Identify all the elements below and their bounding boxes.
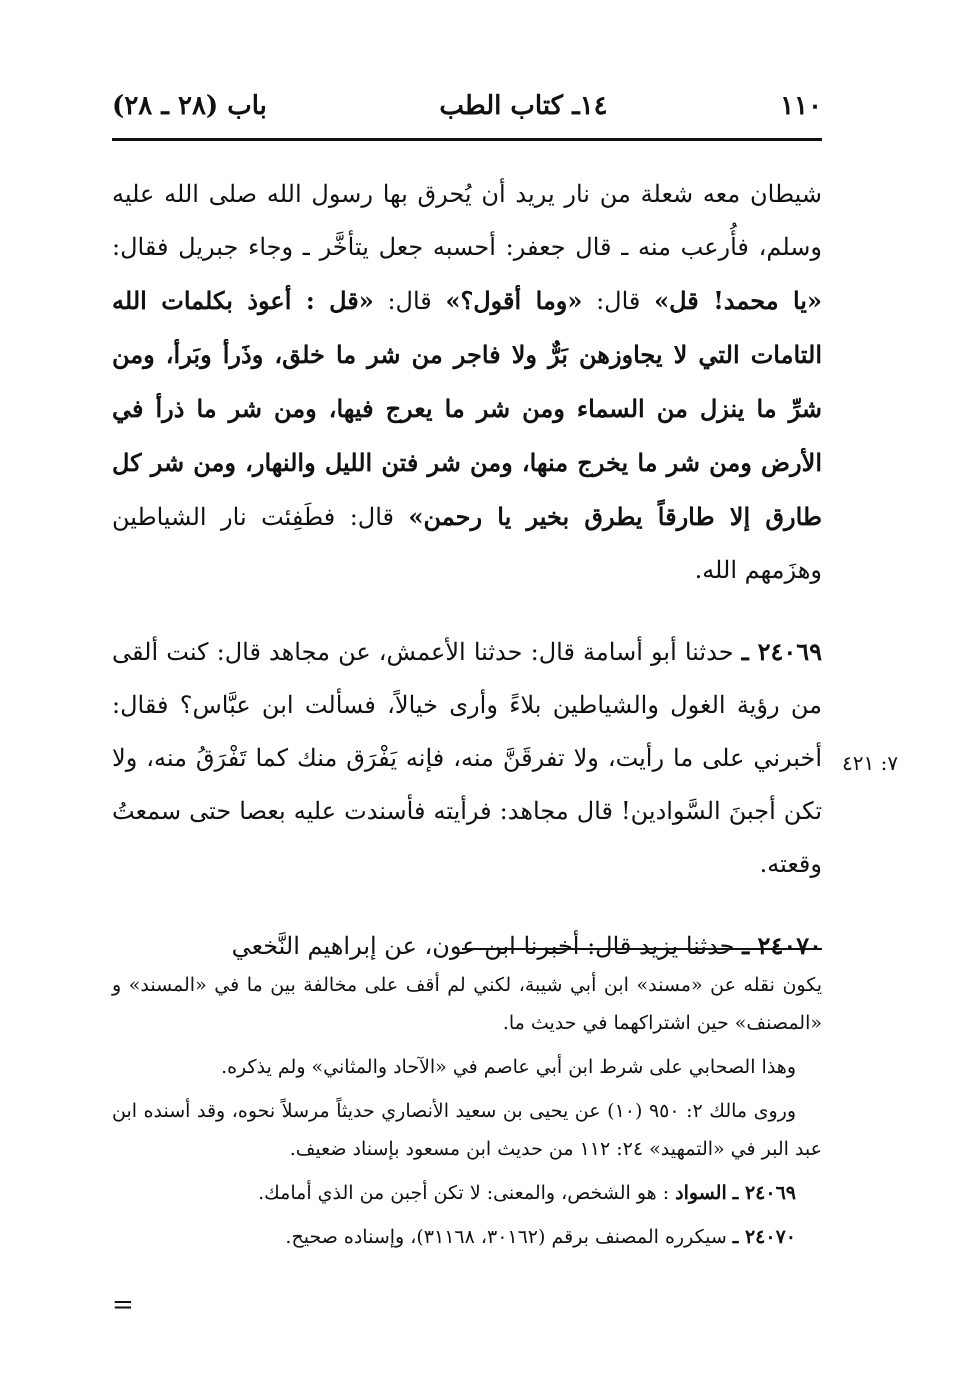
footnote-5: ٢٤٠٧٠ ـ سيكرره المصنف برقم (٣٠١٦٢، ٣١١٦٨)، وإسناده صحيح. bbox=[285, 1226, 796, 1248]
footnote-number: ٢٤٠٦٩ ـ bbox=[732, 1182, 796, 1204]
paragraph-hadith-end: شيطان معه شعلة من نار يريد أن يُحرق بها رسول الله صلى الله عليه وسلم، فأُرعب منه ـ قال جعفر: أحسبه جعل يتأخَّر ـ وجاء جبريل فقال: «يا محمد! قل» قال: «وما أقول؟» قال: «قل : أعوذ بكلمات الله التامات التي لا يجاوزهن بَرٌّ ولا فاجر من شر ما خلق، وذَرأ وبَرأ، ومن شرِّ ما ينزل من السماء ومن شر ما يعرج فيها، ومن شر ما ذرأ في الأرض ومن شر ما يخرج منها، ومن شر فتن الليل والنهار، ومن شر كل طارق إلا طارقاً يطرق بخير يا رحمن» قال: فطَفِئت نار الشياطين وهزَمهم الله. bbox=[112, 180, 822, 584]
paragraph-hadith-24069: ٢٤٠٦٩ ـ حدثنا أبو أسامة قال: حدثنا الأعمش، عن مجاهد قال: كنت ألقى من رؤية الغول والشياطين بلاءً وأرى خيالاً، فسألت ابن عبَّاس؟ فقال: أخبرني على ما رأيت، ولا تفرقَنَّ منه، فإنه يَفْرَق منك كما تَفْرَقُ منه، ولا تكن أجبنَ السَّوادين! قال مجاهد: فرأيته فأسندت عليه بعصا حتى سمعتُ وقعته. bbox=[112, 637, 823, 878]
chapter-label: باب (٢٨ ـ ٢٨) bbox=[112, 91, 267, 121]
footnote-4: ٢٤٠٦٩ ـ السواد : هو الشخص، والمعنى: لا تكن أجبن من الذي أمامك. bbox=[258, 1182, 796, 1204]
footnotes bbox=[112, 966, 822, 1262]
quote-1: «يا محمد! قل» bbox=[654, 286, 822, 315]
footnote-rule bbox=[462, 948, 822, 950]
footnote-term: السواد bbox=[675, 1182, 727, 1204]
main-text bbox=[112, 168, 822, 973]
footnote-3: وروى مالك ٢: ٩٥٠ (١٠) عن يحيى بن سعيد الأنصاري حديثاً مرسلاً نحوه، وقد أسنده ابن عبد البر في «التمهيد» ٢٤: ١١٢ من حديث ابن مسعود بإسناد ضعيف. bbox=[112, 1100, 822, 1160]
header-rule bbox=[112, 138, 822, 141]
quote-3: «قل : أعوذ بكلمات الله التامات التي لا يجاوزهن بَرٌّ ولا فاجر من شر ما خلق، وذَرأ وبَرأ، ومن شرِّ ما ينزل من السماء ومن شر ما يعرج فيها، ومن شر ما ذرأ في الأرض ومن شر ما يخرج منها، ومن شر فتن الليل والنهار، ومن شر كل طارق إلا طارقاً يطرق بخير يا رحمن» bbox=[112, 286, 822, 531]
hadith-number: ٢٤٠٧٠ ـ bbox=[742, 931, 822, 960]
footnote-1: يكون نقله عن «مسند» ابن أبي شيبة، لكني لم أقف على مخالفة بين ما في «المسند» و «المصنف» حين اشتراكهما في حديث ما. bbox=[112, 974, 822, 1034]
margin-reference: ٧: ٤٢١ bbox=[842, 751, 899, 775]
quote-2: «وما أقول؟» bbox=[445, 286, 583, 315]
footnote-number: ٢٤٠٧٠ ـ bbox=[732, 1226, 796, 1248]
hadith-number: ٢٤٠٦٩ ـ bbox=[741, 637, 823, 666]
continuation-mark: = bbox=[112, 1290, 134, 1320]
paragraph-hadith-24070: ٢٤٠٧٠ ـ حدثنا يزيد قال: أخبرنا ابن عون، عن إبراهيم النَّخعي bbox=[231, 931, 822, 960]
book-title: ١٤ـ كتاب الطب bbox=[439, 91, 608, 121]
running-header bbox=[112, 86, 822, 126]
page-number: ١١٠ bbox=[780, 91, 822, 121]
footnote-2: وهذا الصحابي على شرط ابن أبي عاصم في «الآحاد والمثاني» ولم يذكره. bbox=[221, 1056, 796, 1078]
